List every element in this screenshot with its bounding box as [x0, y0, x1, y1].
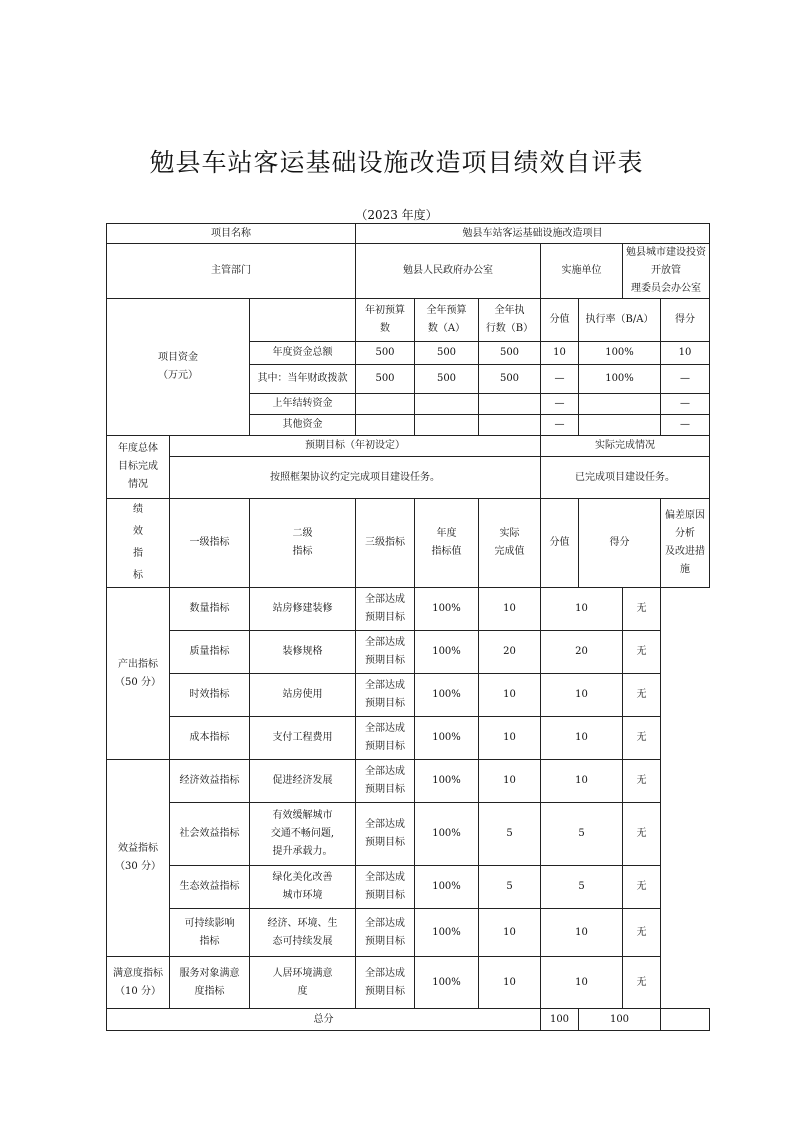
perf-row-score: 5 — [479, 866, 541, 909]
perf-row-reason: 无 — [623, 957, 661, 1009]
funds-row-initial — [356, 394, 415, 415]
funds-row-got: — — [661, 415, 710, 436]
perf-row-got: 10 — [541, 717, 623, 760]
perf-row-l3: 人居环境满意 度 — [250, 957, 356, 1009]
perf-row-reason: 无 — [623, 803, 661, 866]
goals-actual-label: 实际完成情况 — [541, 436, 710, 457]
funds-header-blank — [250, 299, 356, 342]
perf-row-l3: 站房使用 — [250, 674, 356, 717]
perf-row-actual: 100% — [415, 957, 479, 1009]
perf-row-l2: 可持续影响 指标 — [170, 909, 250, 957]
perf-row-l3: 促进经济发展 — [250, 760, 356, 803]
perf-row-actual: 100% — [415, 674, 479, 717]
perf-header-l3: 三级指标 — [356, 499, 415, 588]
goals-actual-value: 已完成项目建设任务。 — [541, 457, 710, 499]
funds-row-rate — [579, 415, 661, 436]
perf-row-score: 10 — [479, 909, 541, 957]
perf-group-benefit: 效益指标 （30 分） — [107, 760, 170, 957]
perf-row-l2: 数量指标 — [170, 588, 250, 631]
funds-row-score: — — [541, 394, 579, 415]
perf-row-score: 10 — [479, 717, 541, 760]
funds-row-label: 其中：当年财政拨款 — [250, 365, 356, 394]
funds-header-got: 得分 — [661, 299, 710, 342]
funds-row-label: 年度资金总额 — [250, 342, 356, 365]
perf-row-target: 全部达成 预期目标 — [356, 631, 415, 674]
perf-row-score: 5 — [479, 803, 541, 866]
goals-expected-label: 预期目标（年初设定） — [170, 436, 541, 457]
dept-label: 主管部门 — [107, 244, 356, 299]
perf-row-actual: 100% — [415, 631, 479, 674]
funds-row-initial: 500 — [356, 365, 415, 394]
funds-header-exec: 全年执 行数（B） — [479, 299, 541, 342]
perf-row-l3: 支付工程费用 — [250, 717, 356, 760]
funds-row-exec: 500 — [479, 342, 541, 365]
performance-table — [106, 223, 710, 1031]
perf-row-got: 10 — [541, 760, 623, 803]
project-name-label: 项目名称 — [107, 224, 356, 244]
funds-row-exec — [479, 415, 541, 436]
perf-row-l2: 社会效益指标 — [170, 803, 250, 866]
perf-row-target: 全部达成 预期目标 — [356, 803, 415, 866]
perf-row-l2: 成本指标 — [170, 717, 250, 760]
perf-row-actual: 100% — [415, 803, 479, 866]
perf-header-got: 得分 — [579, 499, 661, 588]
funds-header-score: 分值 — [541, 299, 579, 342]
perf-header-actual: 实际 完成值 — [479, 499, 541, 588]
perf-row-target: 全部达成 预期目标 — [356, 909, 415, 957]
perf-header-l1: 一级指标 — [170, 499, 250, 588]
perf-row-reason: 无 — [623, 909, 661, 957]
total-label: 总分 — [107, 1009, 541, 1031]
perf-row-target: 全部达成 预期目标 — [356, 866, 415, 909]
funds-row-full — [415, 394, 479, 415]
perf-header-l2: 二级 指标 — [250, 499, 356, 588]
perf-row-l3: 站房修建装修 — [250, 588, 356, 631]
perf-row-got: 10 — [541, 957, 623, 1009]
perf-row-l3: 装修规格 — [250, 631, 356, 674]
perf-group-output: 产出指标 （50 分） — [107, 588, 170, 760]
unit-label: 实施单位 — [541, 244, 623, 299]
perf-row-got: 5 — [541, 866, 623, 909]
perf-row-l2: 经济效益指标 — [170, 760, 250, 803]
perf-row-l3: 有效缓解城市 交通不畅问题, 提升承载力。 — [250, 803, 356, 866]
perf-header-target: 年度 指标值 — [415, 499, 479, 588]
funds-row-got: — — [661, 394, 710, 415]
funds-row-label: 上年结转资金 — [250, 394, 356, 415]
funds-row-exec — [479, 394, 541, 415]
funds-row-got: 10 — [661, 342, 710, 365]
page-title: 勉县车站客运基础设施改造项目绩效自评表 — [149, 148, 644, 177]
perf-row-score: 10 — [479, 957, 541, 1009]
perf-row-target: 全部达成 预期目标 — [356, 957, 415, 1009]
perf-row-reason: 无 — [623, 717, 661, 760]
total-reason — [661, 1009, 710, 1031]
perf-row-score: 10 — [479, 588, 541, 631]
funds-row-initial: 500 — [356, 342, 415, 365]
funds-row-rate: 100% — [579, 365, 661, 394]
perf-row-actual: 100% — [415, 717, 479, 760]
funds-row-full: 500 — [415, 342, 479, 365]
perf-row-reason: 无 — [623, 866, 661, 909]
funds-row-rate: 100% — [579, 342, 661, 365]
goals-expected-value: 按照框架协议约定完成项目建设任务。 — [170, 457, 541, 499]
total-got: 100 — [579, 1009, 661, 1031]
total-score: 100 — [541, 1009, 579, 1031]
perf-row-got: 10 — [541, 674, 623, 717]
unit-value: 勉县城市建设投资开放管 理委员会办公室 — [623, 244, 710, 299]
project-name-value: 勉县车站客运基础设施改造项目 — [356, 224, 710, 244]
perf-row-score: 20 — [479, 631, 541, 674]
dept-value: 勉县人民政府办公室 — [356, 244, 541, 299]
perf-row-got: 20 — [541, 631, 623, 674]
perf-row-reason: 无 — [623, 674, 661, 717]
funds-label: 项目资金 （万元） — [107, 299, 250, 436]
funds-row-score: — — [541, 415, 579, 436]
perf-row-score: 10 — [479, 674, 541, 717]
funds-header-rate: 执行率（B/A） — [579, 299, 661, 342]
funds-header-full: 全年预算 数（A） — [415, 299, 479, 342]
perf-row-l2: 生态效益指标 — [170, 866, 250, 909]
perf-row-target: 全部达成 预期目标 — [356, 760, 415, 803]
funds-row-full — [415, 415, 479, 436]
perf-row-l2: 时效指标 — [170, 674, 250, 717]
perf-header-reason: 偏差原因分析 及改进措施 — [661, 499, 710, 588]
perf-row-score: 10 — [479, 760, 541, 803]
perf-row-got: 10 — [541, 909, 623, 957]
perf-row-l3: 经济、环境、生 态可持续发展 — [250, 909, 356, 957]
perf-row-reason: 无 — [623, 588, 661, 631]
funds-row-score: 10 — [541, 342, 579, 365]
fiscal-year: （2023 年度） — [355, 208, 438, 222]
perf-group-satisfaction: 满意度指标 （10 分） — [107, 957, 170, 1009]
perf-row-actual: 100% — [415, 866, 479, 909]
perf-row-actual: 100% — [415, 909, 479, 957]
perf-row-actual: 100% — [415, 760, 479, 803]
perf-row-l2: 质量指标 — [170, 631, 250, 674]
funds-row-score: — — [541, 365, 579, 394]
funds-header-initial: 年初预算 数 — [356, 299, 415, 342]
perf-row-got: 10 — [541, 588, 623, 631]
perf-row-target: 全部达成 预期目标 — [356, 674, 415, 717]
funds-row-rate — [579, 394, 661, 415]
perf-side-label: 绩 效 指 标 — [107, 499, 170, 588]
perf-row-target: 全部达成 预期目标 — [356, 717, 415, 760]
funds-row-exec: 500 — [479, 365, 541, 394]
perf-row-target: 全部达成 预期目标 — [356, 588, 415, 631]
goals-label: 年度总体 目标完成 情况 — [107, 436, 170, 499]
perf-row-got: 5 — [541, 803, 623, 866]
perf-row-l3: 绿化美化改善 城市环境 — [250, 866, 356, 909]
perf-row-reason: 无 — [623, 760, 661, 803]
perf-row-l2: 服务对象满意 度指标 — [170, 957, 250, 1009]
funds-row-label: 其他资金 — [250, 415, 356, 436]
funds-row-got: — — [661, 365, 710, 394]
perf-row-actual: 100% — [415, 588, 479, 631]
perf-row-reason: 无 — [623, 631, 661, 674]
funds-row-full: 500 — [415, 365, 479, 394]
perf-header-score: 分值 — [541, 499, 579, 588]
funds-row-initial — [356, 415, 415, 436]
